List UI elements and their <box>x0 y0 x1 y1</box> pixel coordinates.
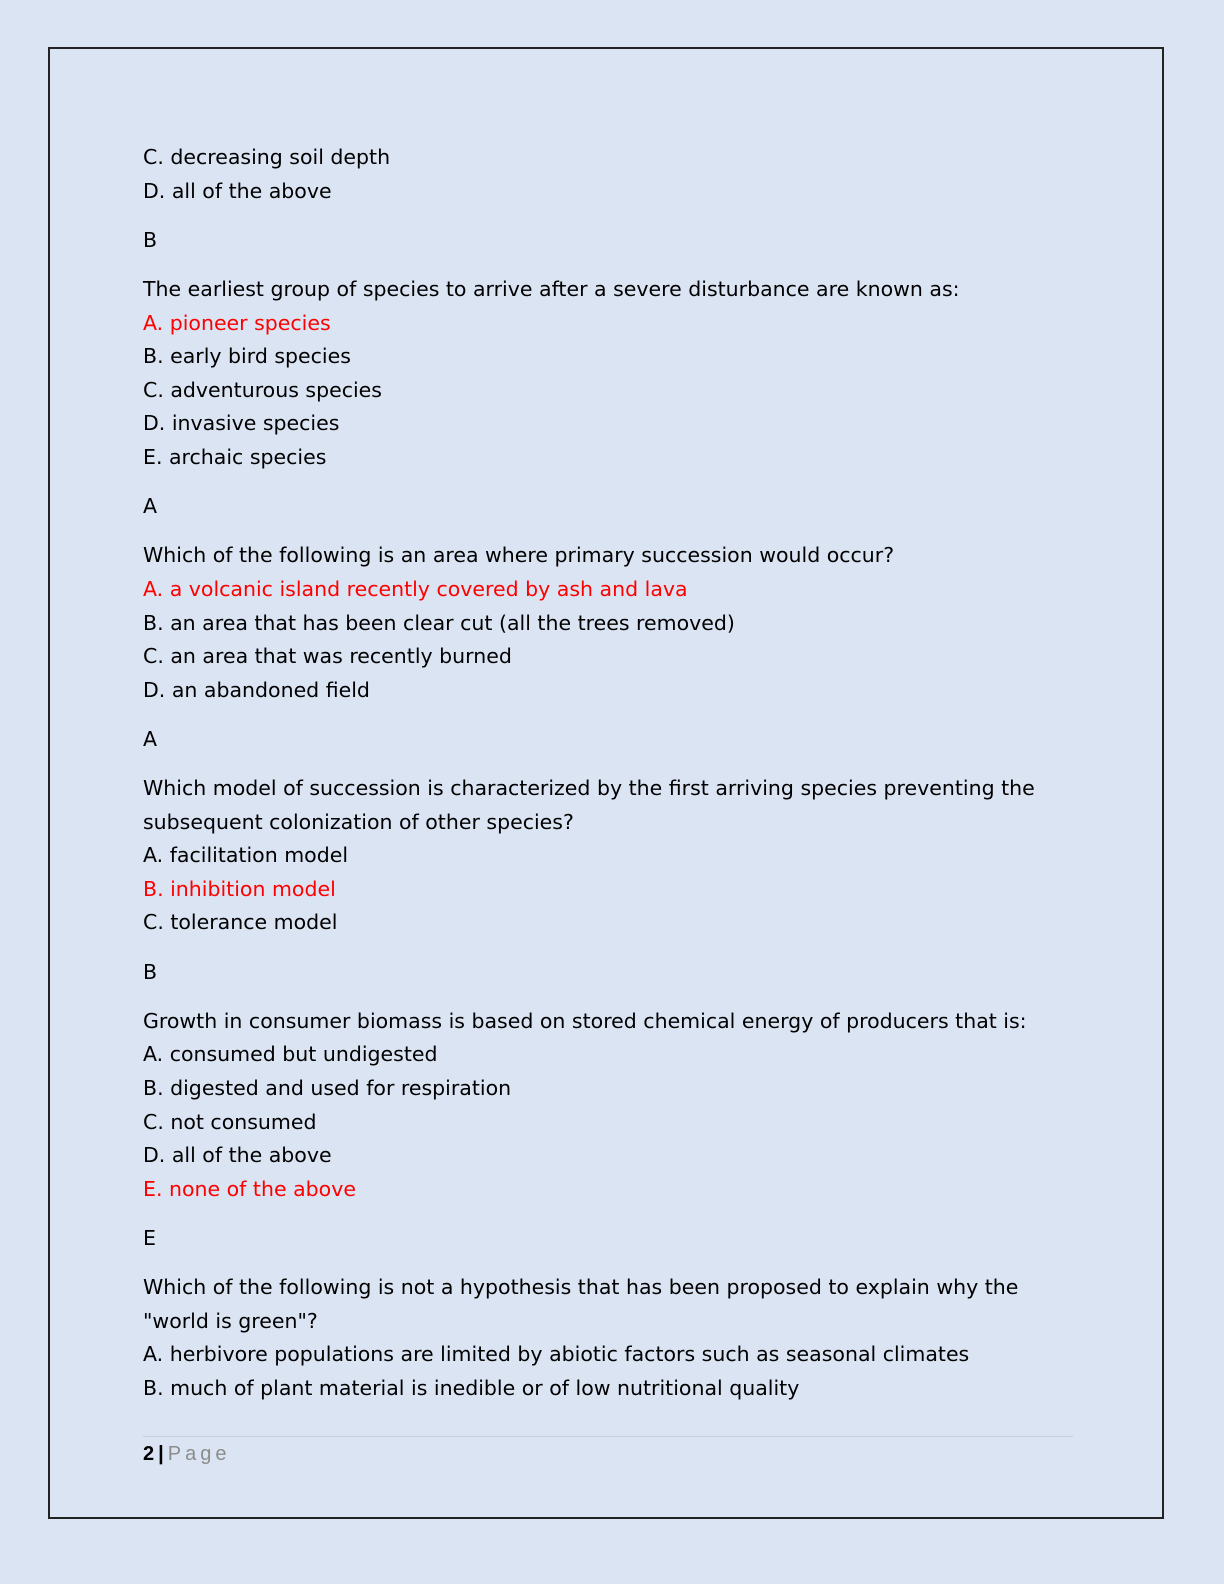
question-text: Which model of succession is characterized by the first arriving species preventing the subsequent colonization of other species? <box>143 776 1035 834</box>
option-line: C. adventurous species <box>143 377 382 402</box>
option-line: D. invasive species <box>143 411 340 436</box>
option-line: D. all of the above <box>143 178 332 203</box>
option-line: A. herbivore populations are limited by abiotic factors such as seasonal climates <box>143 1342 970 1367</box>
correct-option-line: A. a volcanic island recently covered by ash and lava <box>143 576 688 601</box>
question-block <box>143 141 1083 257</box>
option-line: B. much of plant material is inedible or of low nutritional quality <box>143 1375 800 1400</box>
question-text: Which of the following is not a hypothesis that has been proposed to explain why the "world is green"? <box>143 1275 1019 1333</box>
page-number: 2 <box>143 1443 155 1465</box>
option-line: E. archaic species <box>143 444 327 469</box>
option-line: D. all of the above <box>143 1143 332 1168</box>
answer-key: B <box>143 959 158 984</box>
answer-key: B <box>143 227 158 252</box>
footer-separator: | <box>158 1443 164 1465</box>
footer-divider <box>143 1436 1073 1437</box>
page-footer <box>143 1441 230 1467</box>
question-text: The earliest group of species to arrive after a severe disturbance are known as: <box>143 276 960 301</box>
option-line: A. consumed but undigested <box>143 1042 438 1067</box>
option-line: C. tolerance model <box>143 910 338 935</box>
option-line: B. an area that has been clear cut (all the trees removed) <box>143 610 735 635</box>
option-line: C. an area that was recently burned <box>143 644 512 669</box>
answer-key: E <box>143 1225 156 1250</box>
question-text: Growth in consumer biomass is based on stored chemical energy of producers that is: <box>143 1008 1027 1033</box>
option-line: B. digested and used for respiration <box>143 1076 512 1100</box>
correct-option-line: E. none of the above <box>143 1176 356 1201</box>
question-block <box>143 772 1083 989</box>
answer-key: A <box>143 494 158 519</box>
correct-option-line: A. pioneer species <box>143 310 331 335</box>
question-text: Which of the following is an area where primary succession would occur? <box>143 543 895 568</box>
option-line: A. facilitation model <box>143 843 349 868</box>
answer-key: A <box>143 726 158 751</box>
question-block <box>143 1271 1083 1405</box>
question-block <box>143 539 1083 756</box>
option-line: B. early bird species <box>143 344 351 369</box>
page-label: Page <box>167 1443 231 1465</box>
question-block <box>143 273 1083 524</box>
option-line: D. an abandoned field <box>143 677 370 702</box>
correct-option-line: B. inhibition model <box>143 876 336 901</box>
option-line: C. not consumed <box>143 1109 317 1134</box>
option-line: C. decreasing soil depth <box>143 145 391 169</box>
document-body <box>143 141 1083 1406</box>
question-block <box>143 1005 1083 1256</box>
